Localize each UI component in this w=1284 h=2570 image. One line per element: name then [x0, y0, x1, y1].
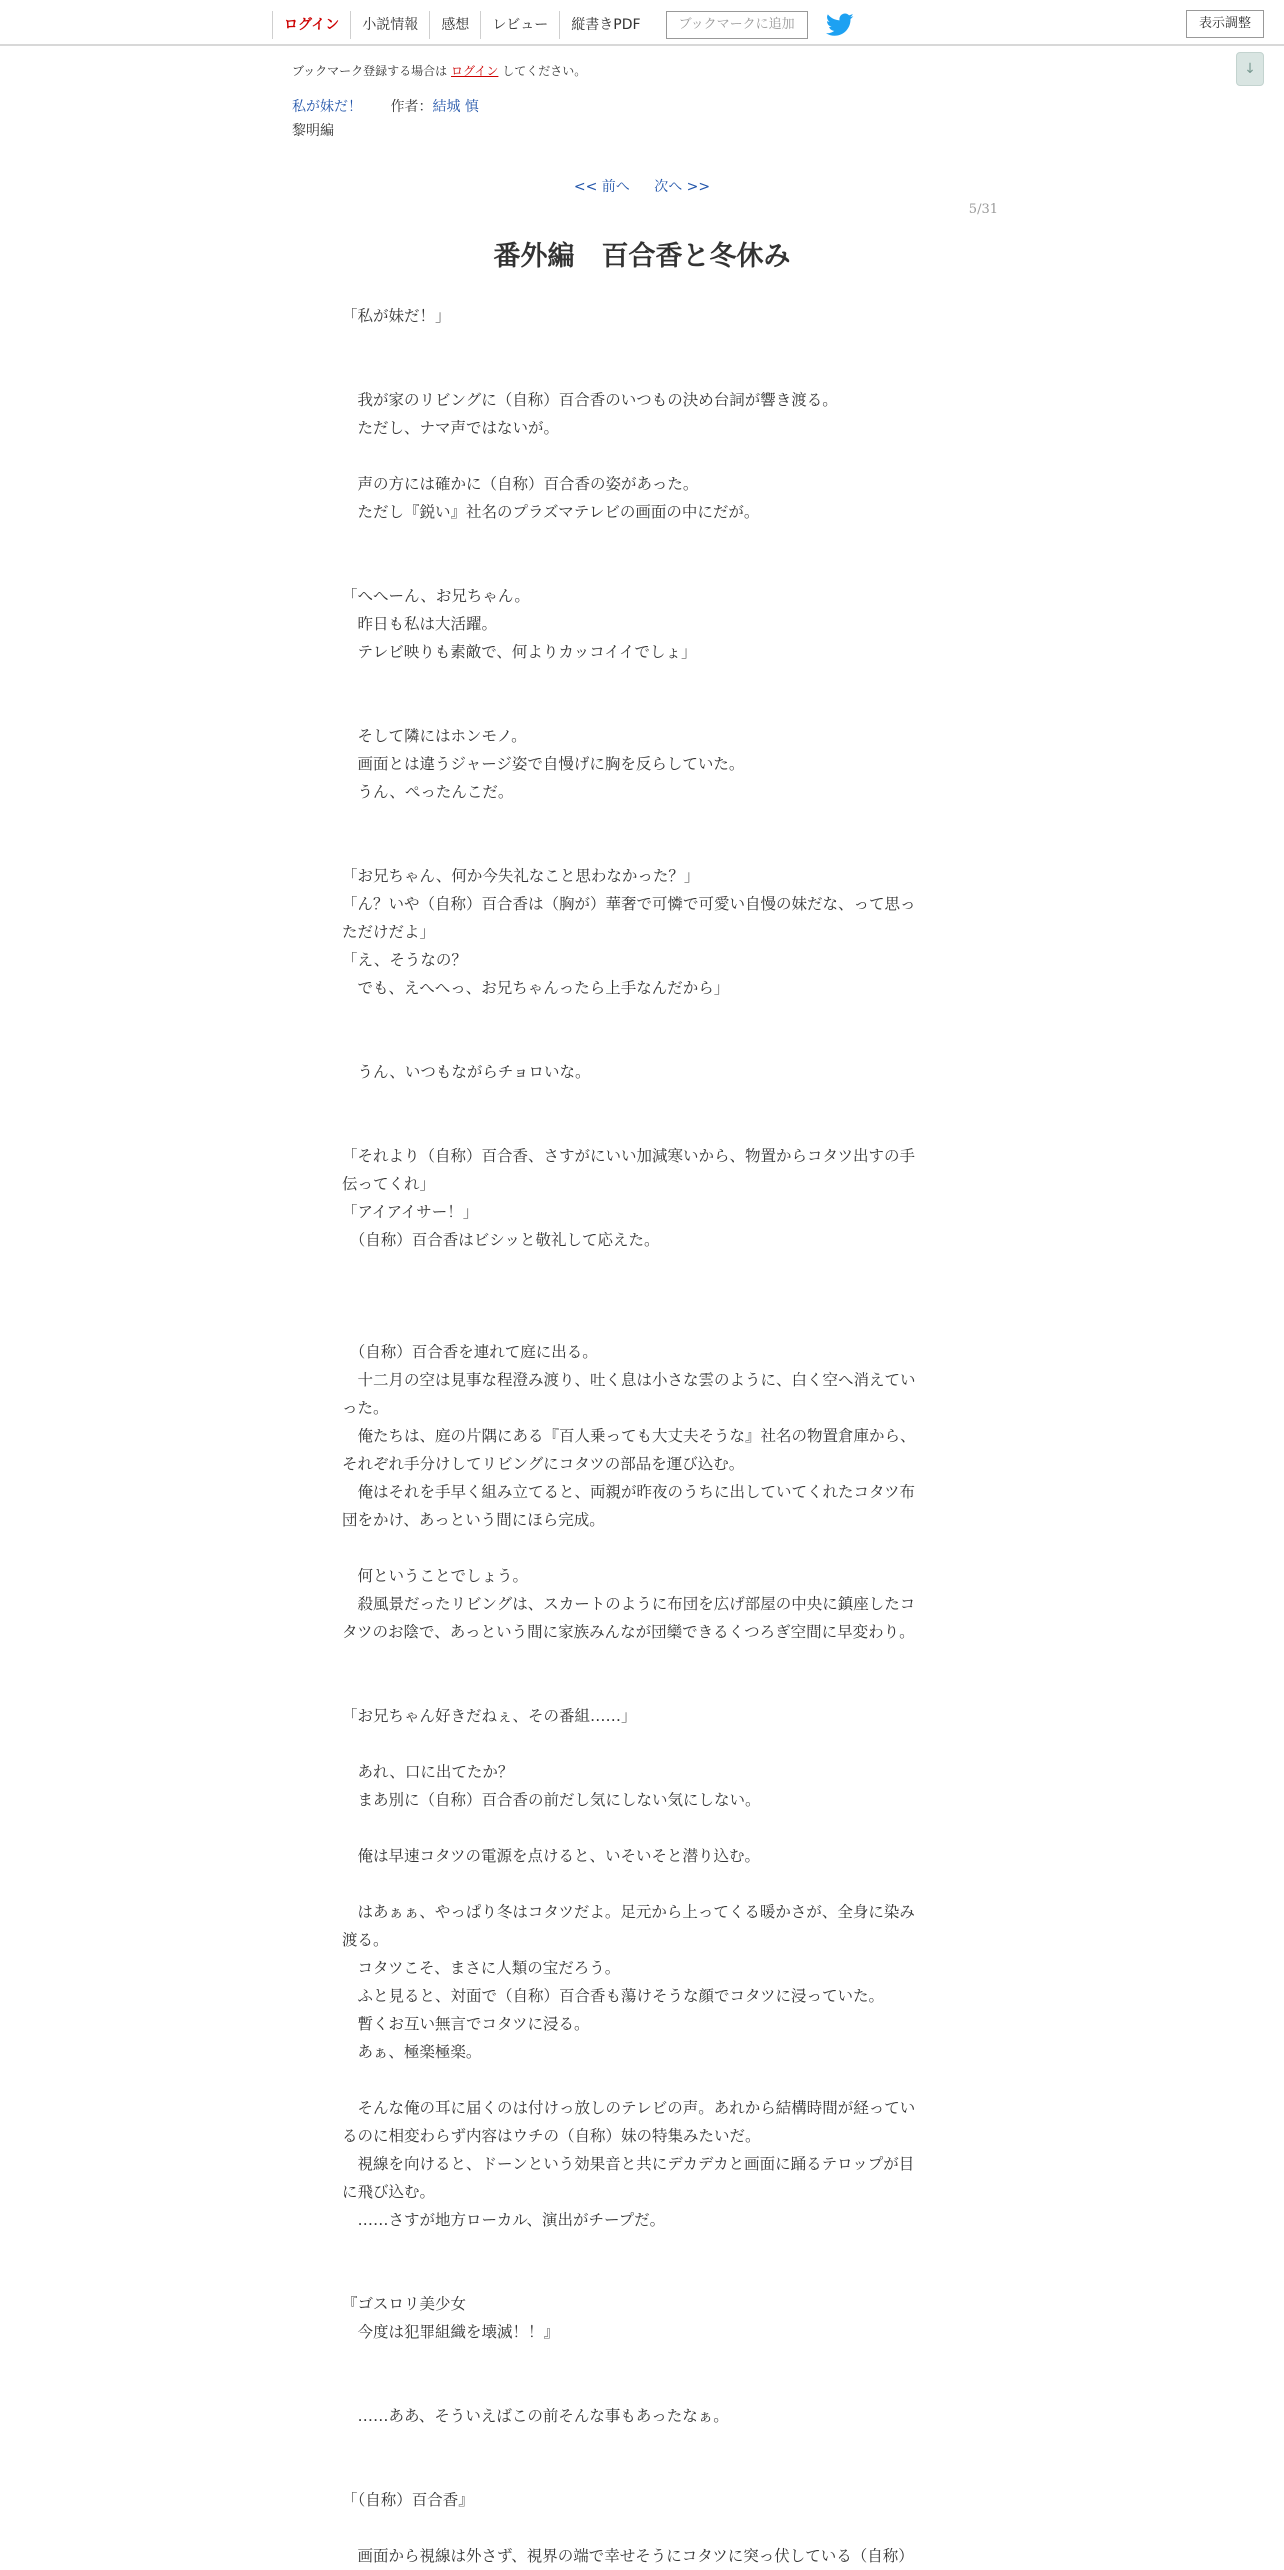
chapter-name: 黎明編 — [292, 123, 334, 139]
blank-line — [342, 1674, 942, 1702]
body-line: ……ああ、そういえばこの前そんな事もあったなぁ。 — [342, 2407, 729, 2425]
episode-title: 番外編 百合香と冬休み — [493, 241, 791, 272]
blank-line — [342, 2346, 942, 2374]
blank-line — [342, 330, 942, 358]
body-line: 「アイアイサー！」 — [342, 1203, 479, 1221]
body-line: 我が家のリビングに（自称）百合香のいつもの決め台詞が響き渡る。 — [342, 391, 838, 409]
body-line: 「お兄ちゃん好きだねぇ、その番組……」 — [342, 1707, 637, 1725]
novel-info-line — [292, 96, 479, 116]
body-line: 「ん？いや（自称）百合香は（胸が）華奢で可憐で可愛い自慢の妹だな、って思っ — [342, 895, 916, 913]
blank-line — [342, 666, 942, 694]
novel-title-link[interactable]: 私が妹だ！ — [292, 99, 362, 115]
scroll-down-button[interactable]: ↓ — [1236, 52, 1264, 86]
body-line: （自称）百合香はビシッと敬礼して応えた。 — [342, 1231, 660, 1249]
body-line: 何ということでしょう。 — [342, 1567, 529, 1585]
top-nav — [272, 10, 854, 40]
prev-page-link[interactable]: << 前へ — [573, 179, 630, 195]
body-line: そして隣にはホンモノ。 — [342, 727, 527, 745]
body-line: 俺たちは、庭の片隅にある『百人乗っても大丈夫そうな』社名の物置倉庫から、 — [342, 1427, 916, 1445]
body-line: 昨日も私は大活躍。 — [342, 615, 498, 633]
body-line: 「私が妹だ！」 — [342, 307, 451, 325]
body-line: った。 — [342, 1399, 389, 1417]
blank-line — [342, 806, 942, 834]
nav-review-link[interactable]: レビュー — [480, 11, 559, 39]
body-line: 画面から視線は外さず、視界の端で幸せそうにコタツに突っ伏している（自称） — [342, 2547, 914, 2565]
body-line: 「え、そうなの？ — [342, 951, 467, 969]
author-link[interactable]: 結城 慎 — [432, 99, 479, 115]
body-line: ただけだよ」 — [342, 923, 436, 941]
body-line: 『ゴスロリ美少女 — [342, 2295, 467, 2313]
body-line: 俺はそれを手早く組み立てると、両親が昨夜のうちに出していてくれたコタツ布 — [342, 1483, 916, 1501]
body-line: 俺は早速コタツの電源を点けると、いそいそと潜り込む。 — [342, 1847, 761, 1865]
body-line: ……さすが地方ローカル、演出がチープだ。 — [342, 2211, 666, 2229]
body-line: コタツこそ、まさに人類の宝だろう。 — [342, 1959, 621, 1977]
blank-line — [342, 1114, 942, 1142]
blank-line — [342, 2458, 942, 2486]
next-page-link[interactable]: 次へ >> — [654, 179, 711, 195]
body-line: あぁ、極楽極楽。 — [342, 2043, 482, 2061]
blank-line — [342, 1870, 942, 1898]
novel-body — [342, 302, 942, 2570]
body-line: 渡る。 — [342, 1931, 389, 1949]
blank-line — [342, 554, 942, 582]
add-bookmark-button[interactable]: ブックマークに追加 — [666, 11, 808, 39]
body-line: 声の方には確かに（自称）百合香の姿があった。 — [342, 475, 699, 493]
blank-line — [342, 694, 942, 722]
blank-line — [342, 1646, 942, 1674]
body-line: るのに相変わらず内容はウチの（自称）妹の特集みたいだ。 — [342, 2127, 761, 2145]
blank-line — [342, 2514, 942, 2542]
blank-line — [342, 2430, 942, 2458]
blank-line — [342, 358, 942, 386]
body-line: あれ、口に出てたか？ — [342, 1763, 514, 1781]
body-line: 「へへーん、お兄ちゃん。 — [342, 587, 530, 605]
body-line: それぞれ手分けしてリビングにコタツの部品を運び込む。 — [342, 1455, 745, 1473]
nav-login-link[interactable]: ログイン — [272, 11, 350, 39]
blank-line — [342, 1282, 942, 1310]
nav-impressions-link[interactable]: 感想 — [429, 11, 480, 39]
body-line: 「（自称）百合香』 — [342, 2491, 474, 2509]
body-line: 十二月の空は見事な程澄み渡り、吐く息は小さな雲のように、白く空へ消えてい — [342, 1371, 916, 1389]
blank-line — [342, 1030, 942, 1058]
blank-line — [342, 1534, 942, 1562]
body-line: そんな俺の耳に届くのは付けっ放しのテレビの声。あれから結構時間が経ってい — [342, 2099, 916, 2117]
blank-line — [342, 2234, 942, 2262]
body-line: （自称）百合香を連れて庭に出る。 — [342, 1343, 598, 1361]
blank-line — [342, 526, 942, 554]
body-line: でも、えへへっ、お兄ちゃんったら上手なんだから」 — [342, 979, 730, 997]
blank-line — [342, 1002, 942, 1030]
body-line: に飛び込む。 — [342, 2183, 436, 2201]
author-label: 作者： — [390, 99, 433, 115]
body-line: はあぁぁ、やっぱり冬はコタツだよ。足元から上ってくる暖かさが、全身に染み — [342, 1903, 915, 1921]
blank-line — [342, 2374, 942, 2402]
body-line: 今度は犯罪組織を壊滅！！』 — [342, 2323, 560, 2341]
blank-line — [342, 1730, 942, 1758]
body-line: 視線を向けると、ドーンという効果音と共にデカデカと画面に踊るテロップが目 — [342, 2155, 915, 2173]
pager — [0, 176, 1284, 196]
body-line: 画面とは違うジャージ姿で自慢げに胸を反らしていた。 — [342, 755, 745, 773]
login-notice — [292, 62, 586, 79]
body-line: ただし、ナマ声ではないが。 — [342, 419, 560, 437]
body-line: 団をかけ、あっという間にほら完成。 — [342, 1511, 605, 1529]
login-notice-link[interactable]: ログイン — [451, 64, 499, 78]
login-notice-suffix: してください。 — [502, 64, 587, 78]
blank-line — [342, 2066, 942, 2094]
body-line: 暫くお互い無言でコタツに浸る。 — [342, 2015, 590, 2033]
display-settings-button[interactable]: 表示調整 — [1186, 10, 1264, 38]
body-line: ただし『鋭い』社名のプラズマテレビの画面の中にだが。 — [342, 503, 760, 521]
blank-line — [342, 442, 942, 470]
header-bar — [0, 0, 1284, 46]
blank-line — [342, 1814, 942, 1842]
body-line: ふと見ると、対面で（自称）百合香も蕩けそうな顔でコタツに浸っていた。 — [342, 1987, 885, 2005]
body-line: 殺風景だったリビングは、スカートのように布団を広げ部屋の中央に鎮座したコ — [342, 1595, 916, 1613]
blank-line — [342, 1086, 942, 1114]
body-line: テレビ映りも素敵で、何よりカッコイイでしょ」 — [342, 643, 697, 661]
body-line: タツのお陰で、あっという間に家族みんなが団欒できるくつろぎ空間に早変わり。 — [342, 1623, 915, 1641]
body-line: 伝ってくれ」 — [342, 1175, 436, 1193]
page-number: 5/31 — [968, 202, 998, 217]
blank-line — [342, 2262, 942, 2290]
body-line: うん、ぺったんこだ。 — [342, 783, 514, 801]
blank-line — [342, 834, 942, 862]
body-line: 「それより（自称）百合香、さすがにいい加減寒いから、物置からコタツ出すの手 — [342, 1147, 916, 1165]
twitter-icon[interactable] — [826, 13, 854, 37]
blank-line — [342, 1310, 942, 1338]
login-notice-prefix: ブックマーク登録する場合は — [292, 64, 448, 78]
body-line: 「お兄ちゃん、何か今失礼なこと思わなかった？」 — [342, 867, 700, 885]
nav-vertical-pdf-link[interactable]: 縦書きPDF — [559, 11, 651, 39]
body-line: まあ別に（自称）百合香の前だし気にしない気にしない。 — [342, 1791, 761, 1809]
nav-novel-info-link[interactable]: 小説情報 — [350, 11, 429, 39]
body-line: うん、いつもながらチョロいな。 — [342, 1063, 591, 1081]
blank-line — [342, 1254, 942, 1282]
